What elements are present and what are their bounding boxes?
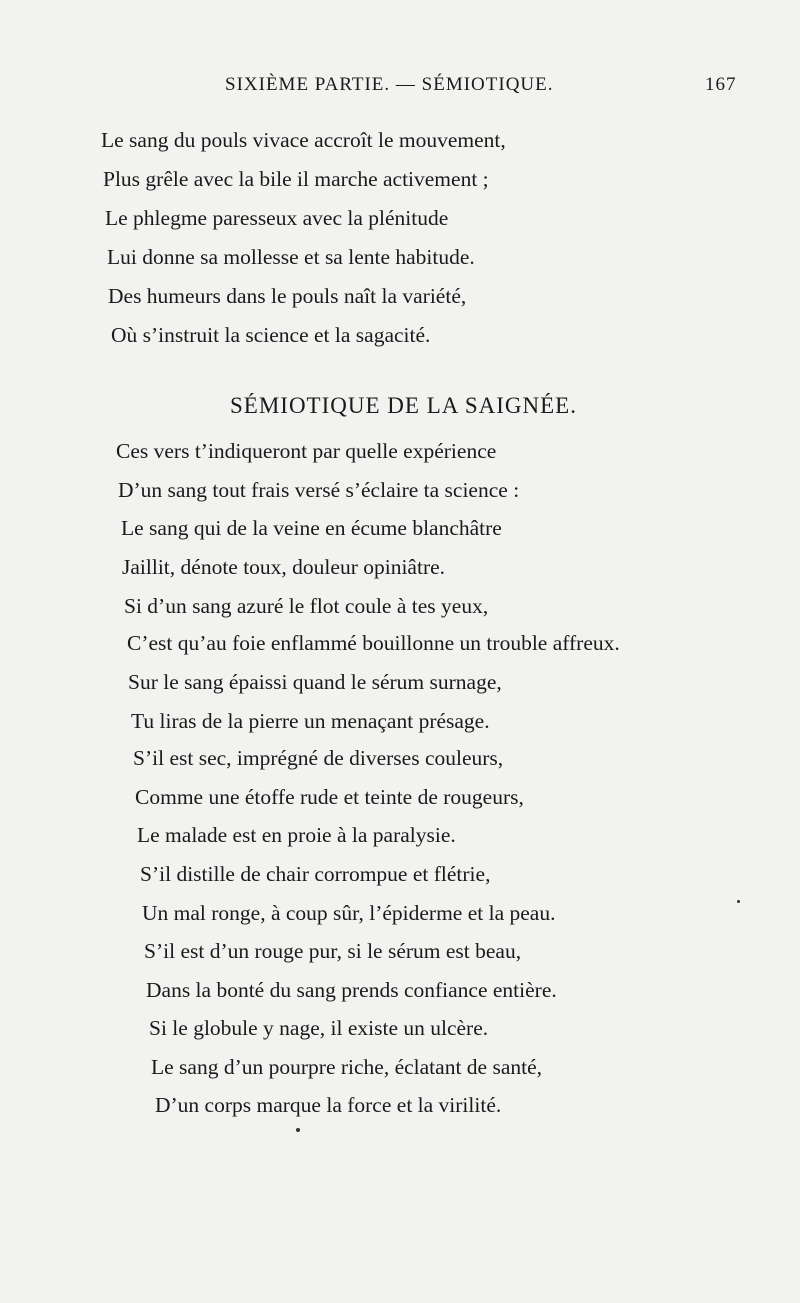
print-mark bbox=[737, 900, 740, 903]
verse-line: Tu liras de la pierre un menaçant présage. bbox=[131, 709, 490, 733]
print-mark bbox=[296, 1128, 300, 1132]
verse-line: Le sang d’un pourpre riche, éclatant de santé, bbox=[151, 1055, 543, 1079]
verse-line: Lui donne sa mollesse et sa lente habitude. bbox=[107, 245, 475, 269]
section-heading: SÉMIOTIQUE DE LA SAIGNÉE. bbox=[230, 393, 577, 418]
verse-line: Si d’un sang azuré le flot coule à tes yeux, bbox=[124, 594, 489, 618]
verse-line: C’est qu’au foie enflammé bouillonne un trouble affreux. bbox=[127, 631, 620, 655]
verse-line: Si le globule y nage, il existe un ulcère. bbox=[149, 1016, 489, 1040]
verse-line: Le sang du pouls vivace accroît le mouvement, bbox=[101, 128, 506, 152]
verse-line: Un mal ronge, à coup sûr, l’épiderme et la peau. bbox=[142, 901, 556, 925]
verse-line: Plus grêle avec la bile il marche activement ; bbox=[103, 167, 489, 191]
verse-line: Où s’instruit la science et la sagacité. bbox=[111, 323, 431, 347]
verse-line: D’un sang tout frais versé s’éclaire ta science : bbox=[118, 478, 520, 502]
verse-line: Des humeurs dans le pouls naît la variété, bbox=[108, 284, 467, 308]
verse-line: D’un corps marque la force et la virilité. bbox=[155, 1093, 502, 1117]
page-number: 167 bbox=[705, 74, 737, 95]
verse-line: Jaillit, dénote toux, douleur opiniâtre. bbox=[122, 555, 446, 579]
verse-line: S’il est d’un rouge pur, si le sérum est beau, bbox=[144, 939, 522, 963]
verse-line: S’il est sec, imprégné de diverses couleurs, bbox=[133, 746, 504, 770]
verse-line: Dans la bonté du sang prends confiance entière. bbox=[146, 978, 557, 1002]
verse-line: Le sang qui de la veine en écume blanchâtre bbox=[121, 516, 502, 540]
verse-line: Sur le sang épaissi quand le sérum surnage, bbox=[128, 670, 502, 694]
verse-line: Ces vers t’indiqueront par quelle expérience bbox=[116, 439, 497, 463]
verse-line: S’il distille de chair corrompue et flétrie, bbox=[140, 862, 491, 886]
verse-line: Le phlegme paresseux avec la plénitude bbox=[105, 206, 449, 230]
running-header: SIXIÈME PARTIE. — SÉMIOTIQUE. bbox=[225, 74, 554, 95]
verse-line: Comme une étoffe rude et teinte de rougeurs, bbox=[135, 785, 524, 809]
verse-line: Le malade est en proie à la paralysie. bbox=[137, 823, 456, 847]
